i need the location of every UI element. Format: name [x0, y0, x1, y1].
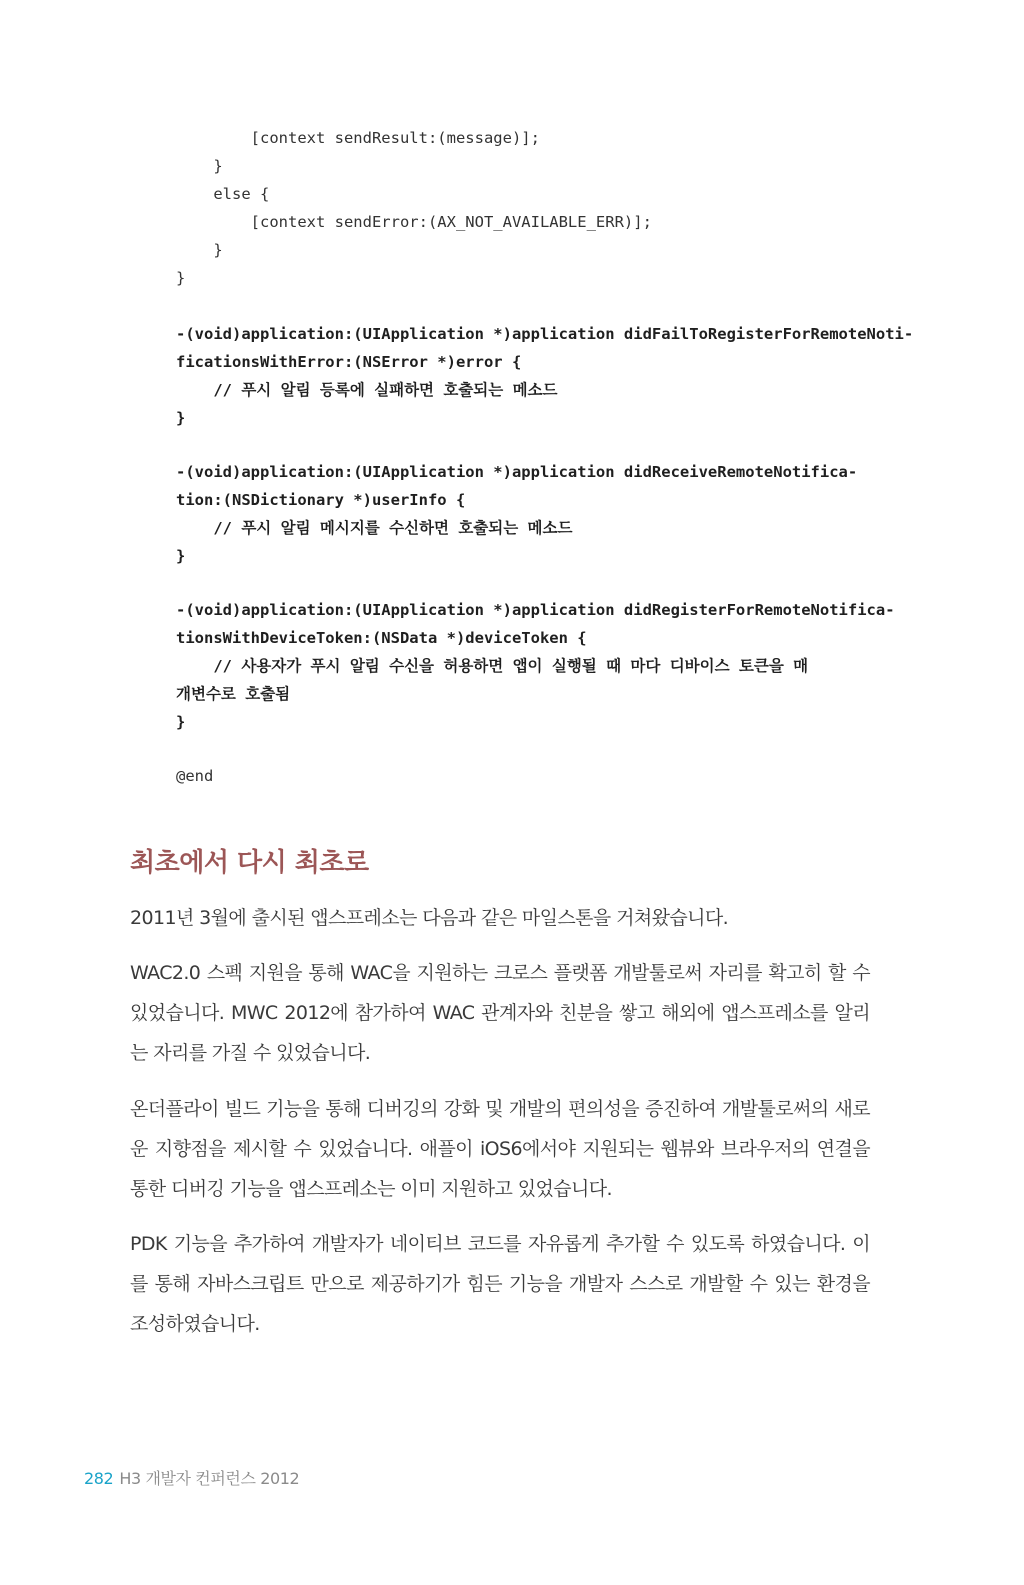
body-paragraph: WAC2.0 스펙 지원을 통해 WAC을 지원하는 크로스 플랫폼 개발툴로써 자리를 확고히 할 수 있었습니다. MWC 2012에 참가하여 WAC 관계자와 친분을 쌓고 해외에 앱스프레소를 알리는 자리를 가질 수 있었습니다. — [130, 962, 870, 1064]
body-paragraph: PDK 기능을 추가하여 개발자가 네이티브 코드를 자유롭게 추가할 수 있도록 하였습니다. 이를 통해 자바스크립트 만으로 제공하기가 힘든 기능을 개발자 스스로 개발할 수 있는 환경을 조성하였습니다. — [130, 1233, 870, 1335]
code-comment: // 사용자가 푸시 알림 수신을 허용하면 앱이 실행될 때 마다 디바이스 토큰을 매 — [176, 657, 809, 675]
code-line: ficationsWithError:(NSError *)error { — [176, 353, 522, 371]
body-paragraph: 온더플라이 빌드 기능을 통해 디버깅의 강화 및 개발의 편의성을 증진하여 개발툴로써의 새로운 지향점을 제시할 수 있었습니다. 애플이 iOS6에서야 지원되는 웹뷰와 브라우저의 연결을 통한 디버깅 기능을 앱스프레소는 이미 지원하고 있었습니다. — [130, 1098, 870, 1200]
code-line: } — [176, 241, 223, 259]
book-title: H3 개발자 컨퍼런스 2012 — [119, 1469, 300, 1488]
code-line: } — [176, 269, 186, 287]
code-line: -(void)application:(UIApplication *)application didFailToRegisterForRemoteNoti- — [176, 325, 914, 343]
body-paragraph: 2011년 3월에 출시된 앱스프레소는 다음과 같은 마일스톤을 거쳐왔습니다. — [130, 907, 729, 929]
code-line: else { — [176, 185, 270, 203]
code-comment: // 푸시 알림 메시지를 수신하면 호출되는 메소드 — [176, 519, 573, 537]
page-footer — [84, 1466, 299, 1489]
code-line: -(void)application:(UIApplication *)application didReceiveRemoteNotifica- — [176, 463, 858, 481]
code-line: tionsWithDeviceToken:(NSData *)deviceToken { — [176, 629, 587, 647]
page-number: 282 — [84, 1469, 114, 1488]
code-comment: // 푸시 알림 등록에 실패하면 호출되는 메소드 — [176, 381, 558, 399]
code-line: tion:(NSDictionary *)userInfo { — [176, 491, 466, 509]
code-line: [context sendResult:(message)]; — [176, 129, 540, 147]
code-line: @end — [176, 767, 214, 785]
code-line: } — [176, 157, 223, 175]
code-line: } — [176, 409, 186, 427]
code-comment: 개변수로 호출됨 — [176, 685, 291, 703]
code-line: [context sendError:(AX_NOT_AVAILABLE_ERR)]; — [176, 213, 652, 231]
code-line: } — [176, 547, 186, 565]
code-line: -(void)application:(UIApplication *)application didRegisterForRemoteNotifica- — [176, 601, 895, 619]
section-heading: 최초에서 다시 최초로 — [130, 848, 369, 878]
code-line: } — [176, 713, 186, 731]
